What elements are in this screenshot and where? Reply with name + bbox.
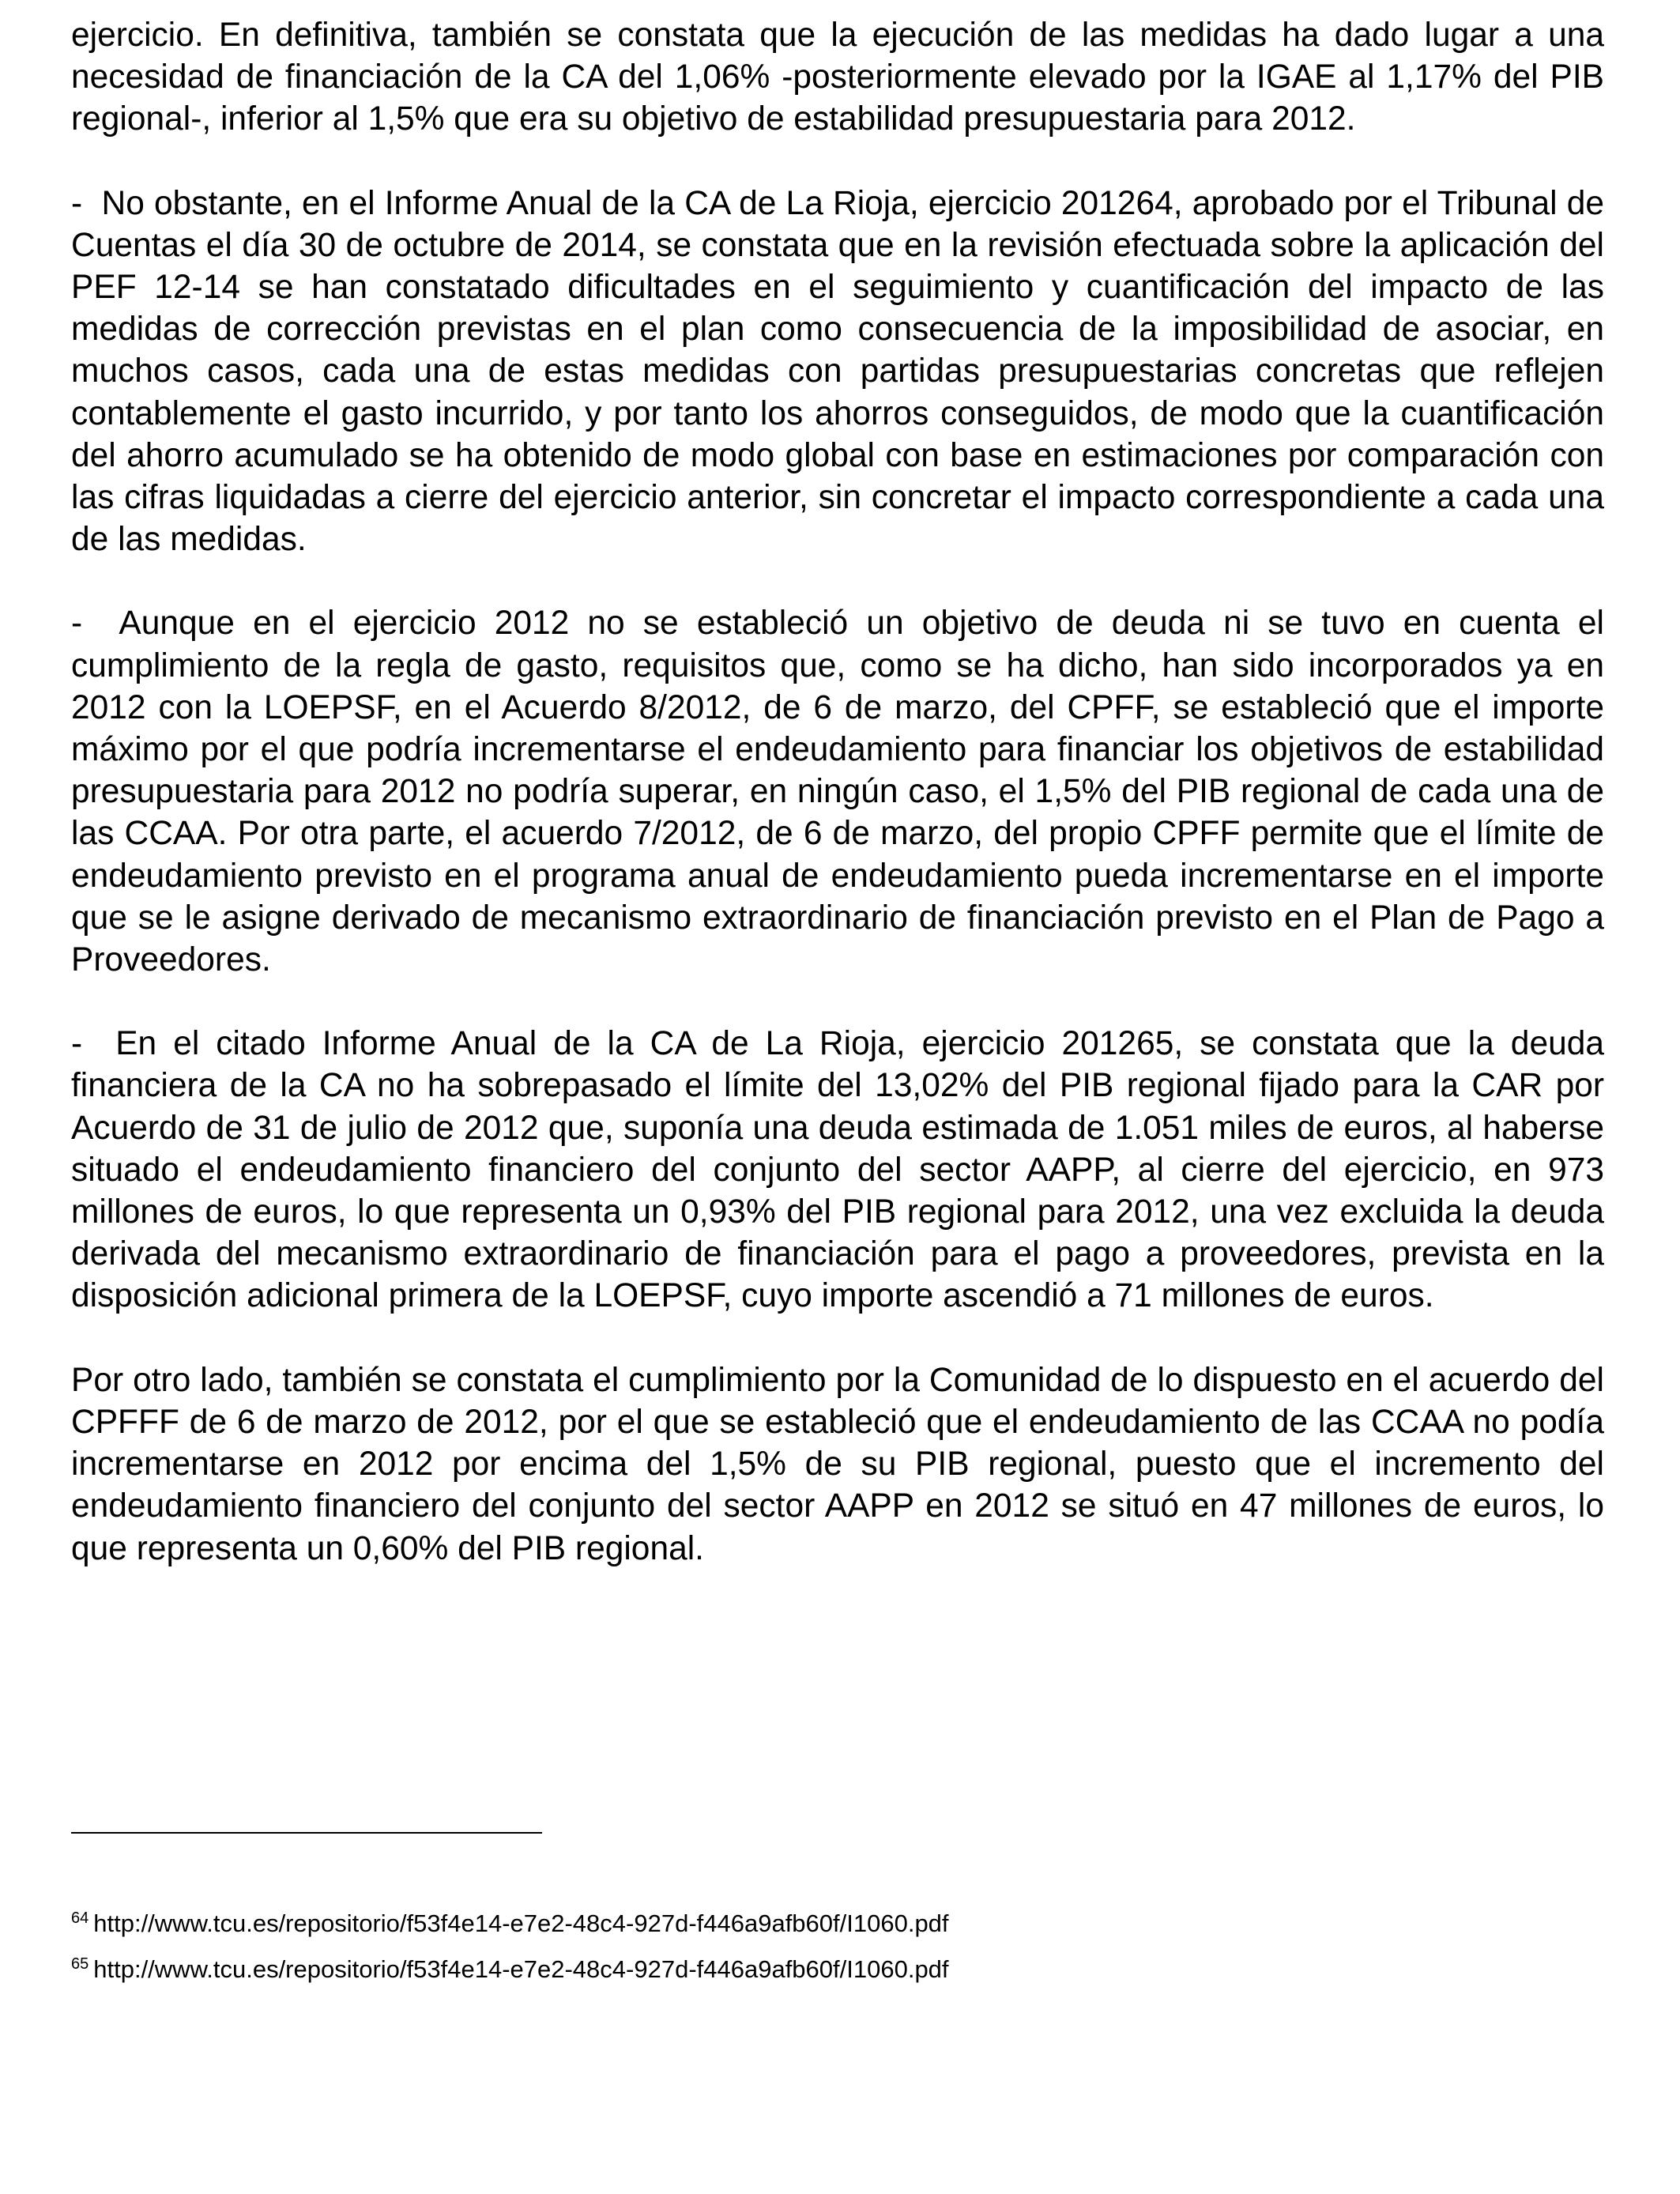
paragraph-2: - No obstante, en el Informe Anual de la CA de La Rioja, ejercicio 201264, aprobado por el Tribunal de Cuentas el día 30 de octubre de 2014, se constata que en la revisión efectuada sobre la aplicación del PEF 12-14 se han constatado dificultades en el seguimiento y cuantificación del impacto de las medidas de corrección previstas en el plan como consecuencia de la imposibilidad de asociar, en muchos casos, cada una de estas medidas con partidas presupuestarias concretas que reflejen contablemente el gasto incurrido, y por tanto los ahorros conseguidos, de modo que la cuantificación del ahorro acumulado se ha obtenido de modo global con base en estimaciones por comparación con las cifras liquidadas a cierre del ejercicio anterior, sin concretar el impacto correspondiente a cada una de las medidas.	[71, 184, 1614, 559]
footnote-number: 65	[71, 1955, 89, 1973]
footnote-separator	[71, 1832, 542, 1834]
paragraph-spacer	[71, 1318, 1604, 1359]
footnote-number: 64	[71, 1909, 89, 1927]
footnote-link[interactable]: http://www.tcu.es/repositorio/f53f4e14-e7e2-48c4-927d-f446a9afb60f/I1060.pdf	[93, 1909, 949, 1937]
document-body	[71, 14, 1614, 1570]
footnote-65	[71, 1954, 1604, 1985]
paragraph-1: ejercicio. En definitiva, también se constata que la ejecución de las medidas ha dado lugar a una necesidad de financiación de la CA del 1,06% -posteriormente elevado por la IGAE al 1,17% del PIB regional-, inferior al 1,5% que era su objetivo de estabilidad presupuestaria para 2012.	[71, 17, 1614, 138]
footnote-64	[71, 1908, 1604, 1940]
footnotes	[71, 1832, 1604, 1985]
footnote-link[interactable]: http://www.tcu.es/repositorio/f53f4e14-e7e2-48c4-927d-f446a9afb60f/I1060.pdf	[93, 1955, 949, 1983]
paragraph-spacer	[71, 981, 1604, 1023]
paragraph-4: - En el citado Informe Anual de la CA de La Rioja, ejercicio 201265, se constata que la deuda financiera de la CA no ha sobrepasado el límite del 13,02% del PIB regional fijado para la CAR por Acuerdo de 31 de julio de 2012 que, suponía una deuda estimada de 1.051 miles de euros, al haberse situado el endeudamiento financiero del conjunto del sector AAPP, al cierre del ejercicio, en 973 millones de euros, lo que representa un 0,93% del PIB regional para 2012, una vez excluida la deuda derivada del mecanismo extraordinario de financiación para el pago a proveedores, prevista en la disposición adicional primera de la LOEPSF, cuyo importe ascendió a 71 millones de euros.	[71, 1025, 1614, 1315]
paragraph-5: Por otro lado, también se constata el cumplimiento por la Comunidad de lo dispuesto en el acuerdo del CPFFF de 6 de marzo de 2012, por el que se estableció que el endeudamiento de las CCAA no podía incrementarse en 2012 por encima del 1,5% de su PIB regional, puesto que el incremento del endeudamiento financiero del conjunto del sector AAPP en 2012 se situó en 47 millones de euros, lo que representa un 0,60% del PIB regional.	[71, 1361, 1614, 1567]
paragraph-spacer	[71, 560, 1604, 602]
paragraph-spacer	[71, 141, 1604, 183]
paragraph-3: - Aunque en el ejercicio 2012 no se estableció un objetivo de deuda ni se tuvo en cuenta el cumplimiento de la regla de gasto, requisitos que, como se ha dicho, han sido incorporados ya en 2012 con la LOEPSF, en el Acuerdo 8/2012, de 6 de marzo, del CPFF, se estableció que el importe máximo por el que podría incrementarse el endeudamiento para financiar los objetivos de estabilidad presupuestaria para 2012 no podría superar, en ningún caso, el 1,5% del PIB regional de cada una de las CCAA. Por otra parte, el acuerdo 7/2012, de 6 de marzo, del propio CPFF permite que el límite de endeudamiento previsto en el programa anual de endeudamiento pueda incrementarse en el importe que se le asigne derivado de mecanismo extraordinario de financiación previsto en el Plan de Pago a Proveedores.	[71, 605, 1614, 979]
